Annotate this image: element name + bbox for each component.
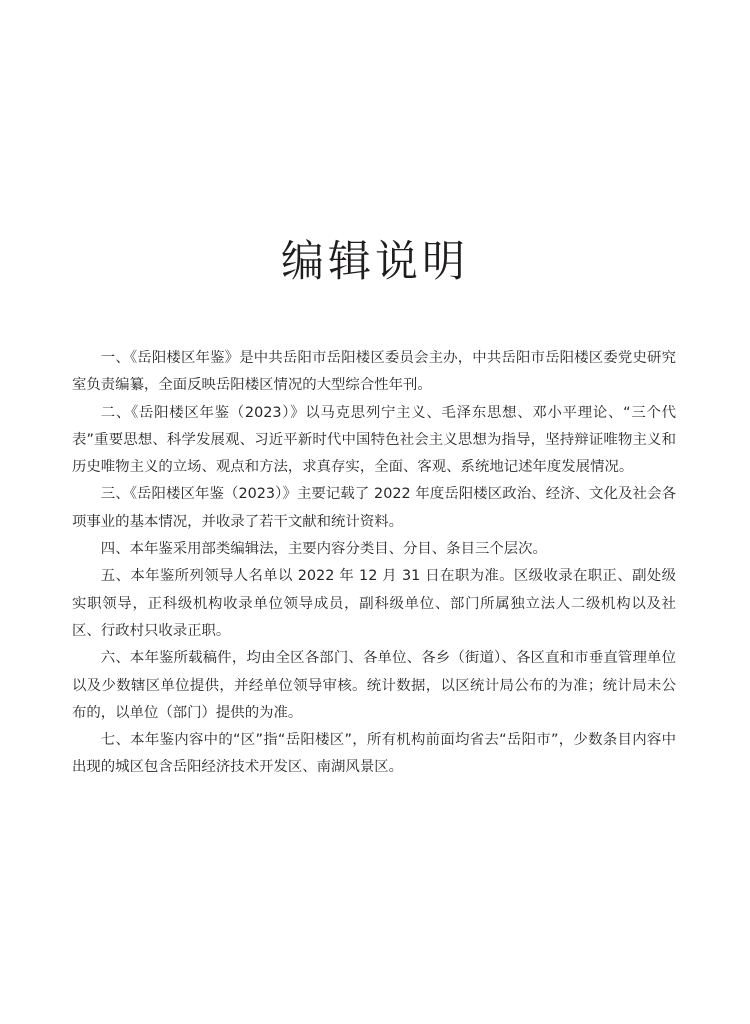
- note-paragraph-3: 三、《岳阳楼区年鉴（2023）》主要记载了 2022 年度岳阳楼区政治、经济、文化及社会各项事业的基本情况，并收录了若干文献和统计资料。: [72, 486, 676, 530]
- note-paragraph-4: 四、本年鉴采用部类编辑法，主要内容分类目、分目、条目三个层次。: [100, 541, 547, 558]
- note-paragraph-5: 五、本年鉴所列领导人名单以 2022 年 12 月 31 日在职为准。区级收录在职正、副处级实职领导，正科级机构收录单位领导成员，副科级单位、部门所属独立法人二级机构以及社区、行政村只收录正职。: [72, 568, 676, 639]
- note-paragraph-2: 二、《岳阳楼区年鉴（2023）》以马克思列宁主义、毛泽东思想、邓小平理论、“三个代表”重要思想、科学发展观、习近平新时代中国特色社会主义思想为指导，坚持辩证唯物主义和历史唯物主义的立场、观点和方法，求真存实，全面、客观、系统地记述年度发展情况。: [72, 404, 676, 476]
- page-title: 编辑说明: [281, 237, 469, 287]
- note-paragraph-6: 六、本年鉴所载稿件，均由全区各部门、各单位、各乡（街道）、各区直和市垂直管理单位以及少数辖区单位提供，并经单位领导审核。统计数据，以区统计局公布的为准；统计局未公布的，以单位（部门）提供的为准。: [72, 650, 676, 721]
- editorial-notes: [72, 345, 676, 782]
- note-paragraph-1: 一、《岳阳楼区年鉴》是中共岳阳市岳阳楼区委员会主办，中共岳阳市岳阳楼区委党史研究室负责编纂，全面反映岳阳楼区情况的大型综合性年刊。: [72, 350, 676, 394]
- note-paragraph-7: 七、本年鉴内容中的“区”指“岳阳楼区”，所有机构前面均省去“岳阳市”，少数条目内容中出现的城区包含岳阳经济技术开发区、南湖风景区。: [72, 732, 676, 776]
